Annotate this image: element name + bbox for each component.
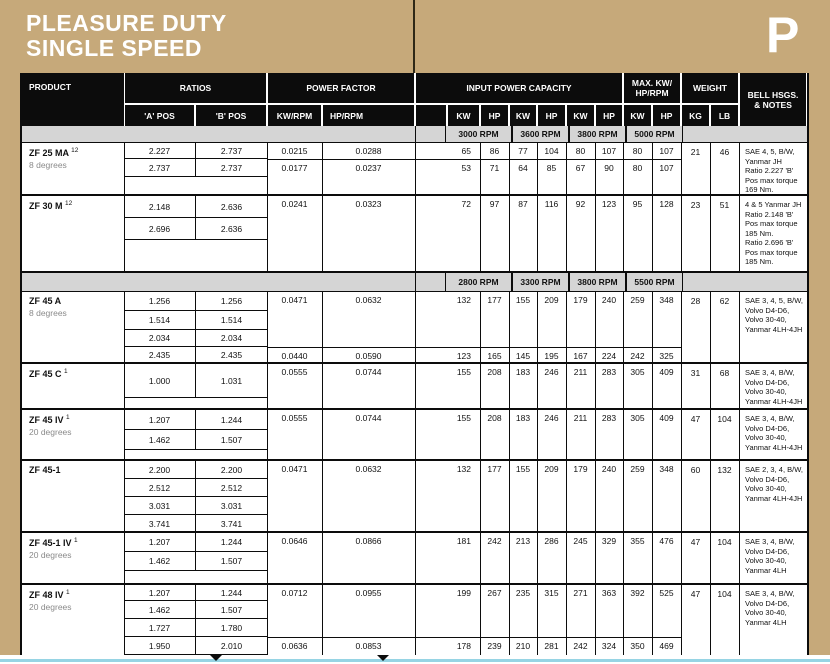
ratio-a-pos-value: 1.727: [148, 622, 171, 633]
ratio-row: [124, 479, 267, 497]
ratio-b-pos-value: 2.636: [220, 223, 243, 234]
rpm-band-label: 3800 RPM: [569, 273, 626, 291]
product-group-ZF-25-MA: [22, 143, 807, 196]
hp-value: 240: [601, 464, 617, 474]
kw-value: 155: [456, 367, 471, 377]
page-title: [26, 11, 227, 61]
weight-lb-value: 104: [717, 589, 732, 599]
ratio-row: [124, 143, 267, 159]
kw-value: 92: [575, 199, 586, 209]
hp-value: 71: [489, 163, 500, 173]
max-hp-value: 525: [659, 588, 674, 598]
kw-value: 183: [515, 413, 531, 423]
kw-value: 77: [518, 146, 528, 156]
hp-per-rpm-value: 0.0590: [355, 351, 382, 361]
value-block: [267, 292, 681, 347]
column-header-kw-3600: KW: [510, 105, 536, 126]
product-cell: [22, 533, 133, 560]
bell-housings-notes: SAE 2, 3, 4, B/W, Volvo D4-D6, Volvo 30-40, Yanmar 4LH-4JH: [745, 465, 803, 503]
max-kw-value: 259: [630, 464, 645, 474]
column-header-max-kw-hp-rpm: MAX. KW/ HP/RPM: [624, 73, 680, 103]
kw-per-rpm-value: 0.0471: [281, 464, 308, 474]
hp-per-rpm-value: 0.0853: [355, 641, 382, 651]
hp-value: 329: [601, 536, 617, 546]
product-cell: [22, 292, 133, 318]
product-cell: [22, 461, 133, 475]
hp-value: 177: [487, 464, 502, 474]
ratio-b-pos-value: 2.737: [220, 145, 243, 156]
ratio-a-pos-value: 3.741: [148, 518, 171, 529]
kw-per-rpm-value: 0.0440: [281, 351, 308, 361]
max-hp-value: 409: [659, 367, 674, 377]
ratio-a-pos-value: 2.435: [148, 350, 171, 360]
hp-per-rpm-value: 0.0955: [355, 588, 382, 598]
rpm-band-label: 3600 RPM: [512, 126, 569, 142]
continuation-marker-icon: [210, 655, 222, 661]
product-angle-label: 20 degrees: [29, 602, 72, 612]
max-hp-value: 107: [659, 146, 674, 156]
hp-value: 104: [544, 146, 559, 156]
weight-lb-value: 46: [719, 147, 730, 157]
bell-housings-notes: SAE 3, 4, B/W, Volvo D4-D6, Volvo 30-40, Yanmar 4LH: [745, 589, 795, 627]
product-angle-label: 20 degrees: [29, 550, 72, 560]
ratio-row: [124, 515, 267, 533]
product-angle-label: 20 degrees: [29, 427, 72, 437]
kw-value: 271: [573, 588, 588, 598]
ratio-a-pos-value: 2.512: [148, 482, 171, 493]
max-hp-value: 476: [659, 536, 674, 546]
max-kw-value: 355: [630, 536, 645, 546]
ratio-row: [124, 552, 267, 571]
kw-value: 53: [461, 163, 471, 173]
ratio-row: [124, 410, 267, 430]
ratio-b-pos-value: 1.514: [220, 315, 243, 325]
kw-value: 235: [515, 588, 531, 598]
ratio-a-pos-value: 3.031: [148, 500, 171, 511]
product-group-ZF-45-C: [22, 364, 807, 410]
hp-value: 85: [546, 163, 557, 173]
bell-housings-notes: SAE 3, 4, B/W, Volvo D4-D6, Volvo 30-40, Yanmar 4LH-4JH: [745, 368, 803, 406]
hp-per-rpm-value: 0.0744: [355, 367, 382, 377]
column-header-a-pos: 'A' POS: [125, 105, 194, 126]
kw-value: 210: [515, 641, 531, 651]
page-title-line2: SINGLE SPEED: [26, 35, 202, 61]
max-kw-value: 80: [632, 163, 643, 173]
ratio-row: [124, 461, 267, 479]
table-header: [22, 73, 807, 126]
weight-kg-value: 21: [690, 147, 701, 157]
ratio-a-pos-value: 1.256: [148, 296, 171, 306]
value-block: [267, 533, 681, 585]
max-kw-value: 259: [630, 295, 645, 305]
weight-kg-value: 47: [690, 589, 701, 599]
hp-per-rpm-value: 0.0237: [355, 163, 382, 173]
hp-value: 209: [544, 295, 559, 305]
hp-value: 165: [487, 351, 502, 361]
product-name: ZF 45 A: [29, 296, 62, 306]
ratio-b-pos-value: 2.010: [220, 640, 243, 651]
kw-value: 167: [573, 351, 588, 361]
hp-value: 97: [489, 199, 500, 209]
value-block: [267, 196, 681, 273]
kw-value: 132: [456, 464, 471, 474]
weight-lb-value: 51: [719, 200, 730, 210]
hp-value: 116: [544, 199, 559, 209]
kw-value: 183: [515, 367, 531, 377]
hp-per-rpm-value: 0.0632: [355, 295, 382, 305]
product-cell: [22, 585, 133, 612]
ratio-a-pos-value: 1.207: [148, 537, 171, 547]
product-group-ZF-45-IV: [22, 410, 807, 461]
product-group-ZF-45-1: [22, 461, 807, 533]
bell-housings-notes: 4 & 5 Yanmar JH Ratio 2.148 'B' Pos max torque 185 Nm. Ratio 2.696 'B' Pos max torque 185 Nm.: [745, 200, 802, 266]
max-kw-value: 350: [630, 641, 645, 651]
footer-rule: [0, 659, 830, 662]
ratio-a-pos-value: 1.462: [148, 434, 171, 445]
kw-value: 64: [518, 163, 528, 173]
value-block: [267, 637, 681, 655]
product-name: ZF 45 IV $^1$: [29, 414, 70, 425]
product-name: ZF 45-1 IV $^1$: [29, 537, 78, 548]
ratio-row: [124, 218, 267, 240]
column-header-hp-rpm: HP/RPM: [323, 105, 414, 126]
ratio-row: [124, 311, 267, 330]
hp-per-rpm-value: 0.0866: [355, 536, 382, 546]
ratio-b-pos-value: 1.507: [220, 434, 243, 445]
ratio-row: [124, 347, 267, 364]
ratio-b-pos-value: 2.034: [220, 333, 243, 343]
section-letter: P: [766, 7, 800, 63]
max-hp-value: 128: [659, 199, 674, 209]
value-block: [267, 461, 681, 533]
ratio-a-pos-value: 2.227: [148, 145, 171, 156]
column-header-hp-3800: HP: [596, 105, 622, 126]
hp-value: 281: [544, 641, 559, 651]
hp-value: 246: [544, 367, 559, 377]
ratio-b-pos-value: 1.244: [220, 587, 243, 598]
kw-value: 155: [456, 413, 471, 423]
ratio-row: [124, 196, 267, 218]
product-name: ZF 45 C $^1$: [29, 368, 68, 379]
column-header-ratios: RATIOS: [125, 73, 266, 103]
page-title-line1: PLEASURE DUTY: [26, 10, 227, 36]
kw-per-rpm-value: 0.0636: [281, 641, 308, 651]
kw-per-rpm-value: 0.0646: [281, 536, 308, 546]
product-cell: [22, 143, 133, 170]
ratio-a-pos-value: 1.207: [148, 414, 171, 425]
hp-value: 283: [601, 367, 617, 377]
weight-kg-value: 47: [690, 414, 701, 424]
ratio-row: [124, 292, 267, 311]
hp-value: 267: [487, 588, 502, 598]
weight-kg-value: 28: [690, 296, 701, 306]
hp-per-rpm-value: 0.0323: [355, 199, 382, 209]
kw-per-rpm-value: 0.0712: [281, 588, 308, 598]
kw-per-rpm-value: 0.0555: [281, 367, 308, 377]
value-block: [267, 410, 681, 461]
hp-value: 90: [604, 163, 614, 173]
ratio-row: [124, 637, 267, 655]
column-header-lb: LB: [711, 105, 738, 126]
max-hp-value: 107: [659, 163, 674, 173]
max-kw-value: 242: [630, 351, 645, 361]
max-hp-value: 348: [659, 295, 674, 305]
kw-value: 211: [573, 413, 588, 423]
ratio-a-pos-value: 1.462: [148, 604, 171, 615]
product-group-ZF-45-1-IV: [22, 533, 807, 585]
hp-value: 123: [601, 199, 617, 209]
bell-housings-notes: SAE 3, 4, B/W, Volvo D4-D6, Volvo 30-40, Yanmar 4LH: [745, 537, 795, 575]
rpm-band-row: [22, 273, 807, 292]
ratio-b-pos-value: 1.244: [220, 537, 243, 547]
kw-value: 132: [456, 295, 471, 305]
ratio-row: [124, 364, 267, 398]
ratio-a-pos-value: 1.514: [148, 315, 171, 325]
hp-value: 195: [544, 351, 559, 361]
hp-value: 283: [601, 413, 617, 423]
column-header-hp-3600: HP: [538, 105, 565, 126]
kw-value: 155: [515, 295, 531, 305]
product-name: ZF 48 IV $^1$: [29, 589, 70, 600]
value-block: [267, 347, 681, 364]
rpm-band-label: 2800 RPM: [445, 273, 512, 291]
column-header-b-pos: 'B' POS: [196, 105, 266, 126]
kw-value: 179: [573, 464, 588, 474]
kw-per-rpm-value: 0.0215: [281, 146, 308, 156]
column-header-kw-rpm: KW/RPM: [268, 105, 321, 126]
ratio-row: [124, 497, 267, 515]
product-name: ZF 45-1: [29, 465, 61, 475]
max-kw-value: 95: [632, 199, 643, 209]
ratio-b-pos-value: 1.507: [220, 604, 243, 615]
column-header-kg: KG: [682, 105, 709, 126]
weight-kg-value: 23: [690, 200, 701, 210]
value-block: [267, 364, 681, 410]
hp-value: 209: [544, 464, 559, 474]
product-cell: [22, 196, 133, 211]
rpm-band-label: 5500 RPM: [626, 273, 683, 291]
ratio-row: [124, 601, 267, 619]
ratio-row: [124, 585, 267, 601]
max-hp-value: 348: [659, 464, 674, 474]
kw-per-rpm-value: 0.0177: [281, 163, 308, 173]
product-cell: [22, 364, 133, 379]
hp-value: 242: [487, 536, 502, 546]
weight-lb-value: 104: [717, 414, 732, 424]
hp-value: 363: [601, 588, 617, 598]
weight-lb-value: 104: [717, 537, 732, 547]
ratio-b-pos-value: 3.741: [220, 518, 243, 529]
kw-value: 80: [575, 146, 586, 156]
ratio-b-pos-value: 3.031: [220, 500, 243, 511]
max-kw-value: 392: [630, 588, 645, 598]
ratio-b-pos-value: 2.636: [220, 201, 243, 212]
ratio-a-pos-value: 1.207: [148, 587, 171, 598]
hp-value: 315: [544, 588, 559, 598]
ratio-b-pos-value: 2.737: [220, 162, 243, 173]
kw-value: 181: [456, 536, 471, 546]
product-group-ZF-30-M: [22, 196, 807, 273]
ratio-a-pos-value: 1.000: [148, 375, 171, 386]
column-header-input-power-capacity: INPUT POWER CAPACITY: [416, 73, 622, 103]
ratio-a-pos-value: 2.034: [148, 333, 171, 343]
column-header-bell-hsgs-notes: BELL HSGS. & NOTES: [740, 73, 806, 126]
kw-value: 123: [456, 351, 471, 361]
hp-value: 86: [489, 146, 500, 156]
hp-value: 240: [601, 295, 617, 305]
column-header-spacer: [416, 105, 446, 126]
hp-value: 324: [601, 641, 617, 651]
rpm-band-label: 3000 RPM: [445, 126, 512, 142]
column-header-hp-max: HP: [653, 105, 680, 126]
value-block: [267, 585, 681, 637]
product-angle-label: 8 degrees: [29, 308, 67, 318]
column-header-kw-3800: KW: [567, 105, 594, 126]
weight-lb-value: 62: [719, 296, 730, 306]
ratio-row: [124, 159, 267, 177]
hp-value: 246: [544, 413, 559, 423]
rpm-band-row: [22, 126, 807, 143]
ratio-b-pos-value: 1.256: [220, 296, 243, 306]
ratio-b-pos-value: 1.031: [220, 375, 243, 386]
ratio-b-pos-value: 1.780: [220, 622, 243, 633]
max-hp-value: 325: [659, 351, 674, 361]
kw-per-rpm-value: 0.0471: [281, 295, 308, 305]
kw-value: 199: [456, 588, 471, 598]
continuation-marker-icon: [377, 655, 389, 661]
ratio-a-pos-value: 1.462: [148, 556, 171, 566]
column-header-hp-3000: HP: [481, 105, 508, 126]
product-name: ZF 30 M $^{12}$: [29, 200, 73, 211]
value-block: [267, 143, 681, 159]
kw-value: 245: [573, 536, 588, 546]
bell-housings-notes: SAE 4, 5, B/W, Yanmar JH Ratio 2.227 'B' Pos max torque 169 Nm.: [745, 147, 798, 194]
ratio-a-pos-value: 2.696: [148, 223, 171, 234]
kw-per-rpm-value: 0.0241: [281, 199, 308, 209]
max-kw-value: 80: [632, 146, 643, 156]
product-name: ZF 25 MA $^{12}$: [29, 147, 79, 158]
value-block: [267, 159, 681, 196]
column-header-weight: WEIGHT: [682, 73, 738, 103]
rpm-band-label: 3800 RPM: [569, 126, 626, 142]
product-group-ZF-45-A: [22, 292, 807, 364]
hp-per-rpm-value: 0.0632: [355, 464, 382, 474]
kw-value: 145: [515, 351, 531, 361]
rpm-band-label: 3300 RPM: [512, 273, 569, 291]
hp-value: 208: [487, 413, 502, 423]
kw-value: 72: [461, 199, 471, 209]
weight-lb-value: 132: [717, 465, 732, 475]
kw-value: 242: [573, 641, 588, 651]
column-header-power-factor: POWER FACTOR: [268, 73, 414, 103]
hp-value: 239: [487, 641, 502, 651]
product-cell: [22, 410, 133, 437]
ratio-b-pos-value: 1.507: [220, 556, 243, 566]
column-header-kw-max: KW: [624, 105, 651, 126]
column-header-kw-3000: KW: [448, 105, 479, 126]
hp-value: 208: [487, 367, 502, 377]
product-group-ZF-48-IV: [22, 585, 807, 655]
bell-housings-notes: SAE 3, 4, 5, B/W, Volvo D4-D6, Volvo 30-40, Yanmar 4LH-4JH: [745, 296, 803, 334]
kw-value: 211: [573, 367, 588, 377]
ratio-row: [124, 619, 267, 637]
kw-value: 87: [518, 199, 528, 209]
kw-value: 67: [575, 163, 586, 173]
max-hp-value: 409: [659, 413, 674, 423]
kw-value: 178: [456, 641, 471, 651]
rpm-band-label: 5000 RPM: [626, 126, 683, 142]
spec-table: [20, 73, 809, 658]
hp-value: 177: [487, 295, 502, 305]
ratio-a-pos-value: 2.200: [148, 464, 171, 475]
hp-per-rpm-value: 0.0288: [355, 146, 382, 156]
page-fold-divider: [413, 0, 415, 73]
weight-kg-value: 60: [690, 465, 701, 475]
ratio-b-pos-value: 1.244: [220, 414, 243, 425]
column-header-product: PRODUCT: [22, 73, 124, 126]
hp-value: 224: [601, 351, 617, 361]
bell-housings-notes: SAE 3, 4, B/W, Volvo D4-D6, Volvo 30-40, Yanmar 4LH-4JH: [745, 414, 803, 452]
page-fold-divider: [415, 126, 416, 142]
product-angle-label: 8 degrees: [29, 160, 67, 170]
page-fold-divider: [415, 273, 416, 291]
max-kw-value: 305: [630, 367, 645, 377]
ratio-b-pos-value: 2.512: [220, 482, 243, 493]
max-hp-value: 469: [659, 641, 674, 651]
kw-value: 155: [515, 464, 531, 474]
ratio-a-pos-value: 1.950: [148, 640, 171, 651]
spec-table-body: [22, 73, 807, 655]
ratio-row: [124, 533, 267, 552]
kw-value: 179: [573, 295, 588, 305]
kw-value: 213: [515, 536, 531, 546]
hp-value: 286: [544, 536, 559, 546]
kw-value: 65: [461, 146, 471, 156]
ratio-b-pos-value: 2.200: [220, 464, 243, 475]
ratio-a-pos-value: 2.148: [148, 201, 171, 212]
ratio-row: [124, 430, 267, 450]
ratio-b-pos-value: 2.435: [220, 350, 243, 360]
kw-per-rpm-value: 0.0555: [281, 413, 308, 423]
hp-per-rpm-value: 0.0744: [355, 413, 382, 423]
hp-value: 107: [601, 146, 617, 156]
ratio-a-pos-value: 2.737: [148, 162, 171, 173]
weight-lb-value: 68: [719, 368, 730, 378]
weight-kg-value: 31: [690, 368, 701, 378]
weight-kg-value: 47: [690, 537, 701, 547]
ratio-row: [124, 330, 267, 347]
max-kw-value: 305: [630, 413, 645, 423]
